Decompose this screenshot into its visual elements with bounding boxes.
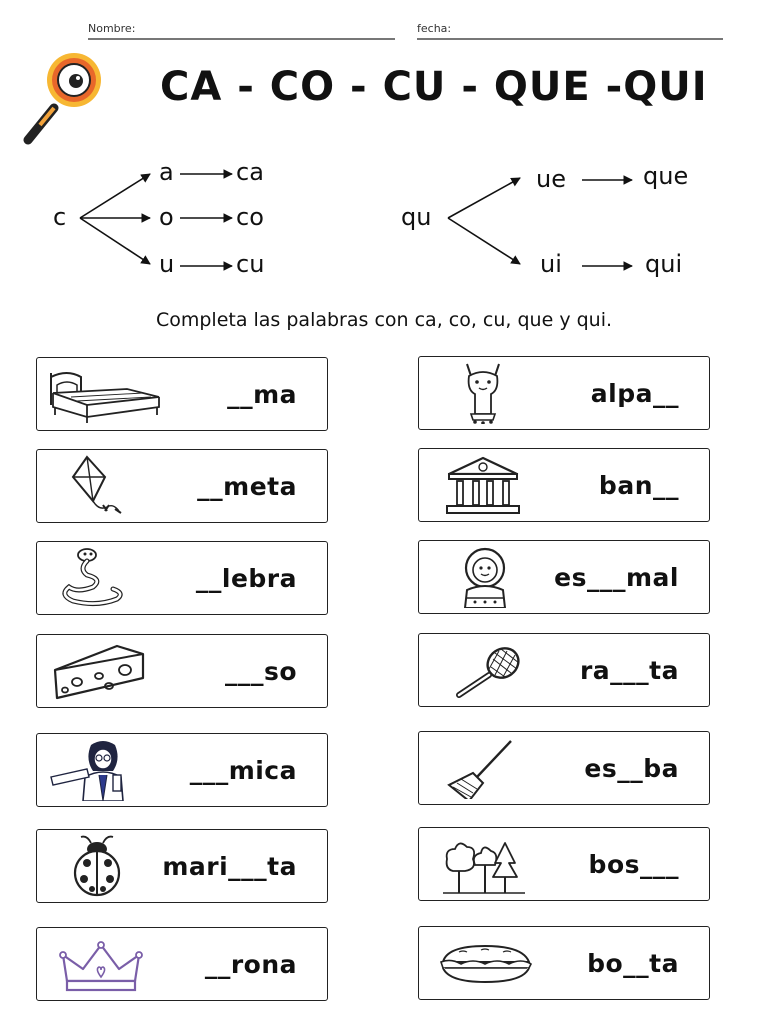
word-card-escoba: [418, 731, 710, 805]
sandwich-icon: [429, 932, 549, 994]
crown-icon: [47, 933, 167, 995]
word-blank-2[interactable]: __meta: [197, 472, 297, 501]
qu-vowel-ue: ue: [536, 165, 566, 193]
qu-root: qu: [401, 203, 432, 231]
word-card-culebra: [36, 541, 328, 615]
name-line[interactable]: [88, 38, 395, 40]
alpaca-icon: [429, 362, 549, 424]
word-blank-3[interactable]: __lebra: [195, 564, 297, 593]
ladybug-icon: [47, 835, 167, 897]
date-label: fecha:: [417, 22, 452, 35]
magnifying-glass-icon: [18, 50, 110, 150]
date-line[interactable]: [417, 38, 723, 40]
word-card-bosque: [418, 827, 710, 901]
result-cu: cu: [236, 250, 265, 278]
result-qui: qui: [645, 250, 683, 278]
c-vowel-o: o: [159, 203, 174, 231]
word-blank-1[interactable]: __ma: [227, 380, 297, 409]
result-que: que: [643, 162, 689, 190]
word-blank-6[interactable]: mari___ta: [162, 852, 297, 881]
c-vowel-u: u: [159, 250, 175, 278]
word-blank-7[interactable]: __rona: [204, 950, 297, 979]
name-label: Nombre:: [88, 22, 136, 35]
word-card-quimica: [36, 733, 328, 807]
word-card-cometa: [36, 449, 328, 523]
forest-icon: [429, 833, 549, 895]
qu-vowel-ui: ui: [540, 250, 562, 278]
page-title: CA - CO - CU - QUE -QUI: [160, 64, 708, 110]
instructions: Completa las palabras con ca, co, cu, que y qui.: [155, 309, 613, 331]
word-blank-14[interactable]: bo__ta: [587, 949, 679, 978]
word-card-esquimal: [418, 540, 710, 614]
word-card-bocata: [418, 926, 710, 1000]
c-root: c: [53, 203, 67, 231]
broom-icon: [429, 737, 549, 799]
word-blank-13[interactable]: bos___: [588, 850, 679, 879]
word-card-queso: [36, 634, 328, 708]
result-co: co: [236, 203, 264, 231]
chemist-icon: [47, 739, 167, 801]
word-card-mariquita: [36, 829, 328, 903]
word-blank-4[interactable]: ___so: [224, 657, 297, 686]
result-ca: ca: [236, 158, 264, 186]
word-card-raqueta: [418, 633, 710, 707]
word-blank-12[interactable]: es__ba: [584, 754, 679, 783]
bank-icon: [429, 454, 549, 516]
c-vowel-a: a: [159, 158, 174, 186]
word-card-banco: [418, 448, 710, 522]
word-blank-11[interactable]: ra___ta: [579, 656, 679, 685]
cheese-icon: [47, 640, 167, 702]
bed-icon: [47, 363, 167, 425]
word-blank-5[interactable]: ___mica: [189, 756, 297, 785]
word-card-corona: [36, 927, 328, 1001]
racket-icon: [429, 639, 549, 701]
word-card-alpaca: [418, 356, 710, 430]
word-blank-10[interactable]: es___mal: [554, 563, 679, 592]
word-blank-8[interactable]: alpa__: [590, 379, 679, 408]
word-blank-9[interactable]: ban__: [598, 471, 679, 500]
word-card-cama: [36, 357, 328, 431]
kite-icon: [47, 455, 167, 517]
snake-icon: [47, 547, 167, 609]
eskimo-icon: [429, 546, 549, 608]
